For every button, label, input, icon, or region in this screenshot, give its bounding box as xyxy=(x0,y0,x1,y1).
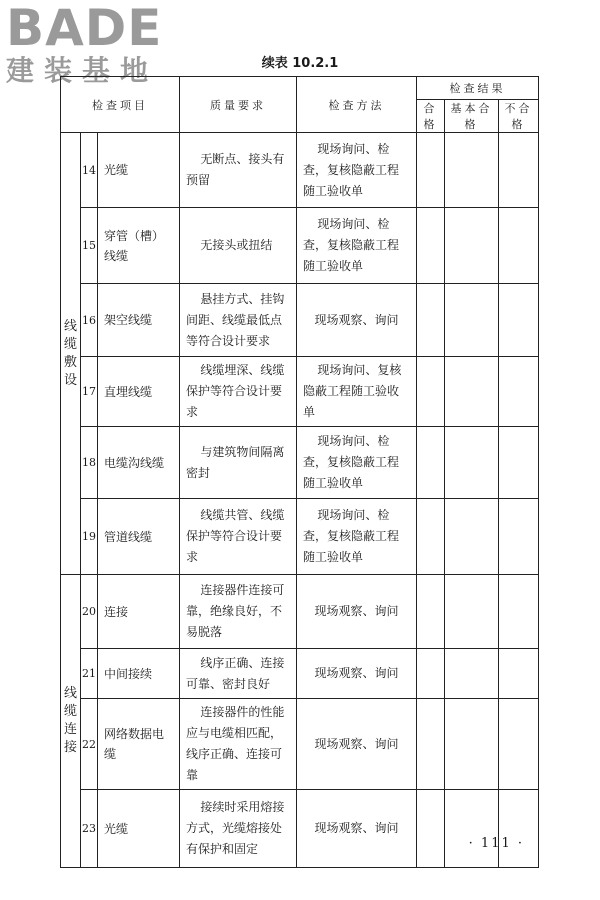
row-number: 22 xyxy=(81,699,98,790)
row-method: 现场询问、检查，复核隐蔽工程随工验收单 xyxy=(297,208,417,284)
result-basic-pass-cell xyxy=(445,649,499,699)
row-method: 现场观察、询问 xyxy=(297,790,417,868)
result-fail-cell xyxy=(499,133,539,208)
table-row xyxy=(61,133,539,208)
row-method: 现场询问、检查，复核隐蔽工程随工验收单 xyxy=(297,133,417,208)
result-basic-pass-cell xyxy=(445,575,499,649)
result-pass-cell xyxy=(417,499,445,575)
result-basic-pass-cell xyxy=(445,357,499,427)
row-requirement: 无接头或扭结 xyxy=(180,208,297,284)
row-method: 现场观察、询问 xyxy=(297,284,417,357)
row-requirement: 连接器件的性能应与电缆相匹配，线序正确、连接可靠 xyxy=(180,699,297,790)
table-row xyxy=(61,284,539,357)
result-basic-pass-cell xyxy=(445,790,499,868)
table-row xyxy=(61,357,539,427)
table-row xyxy=(61,699,539,790)
row-item: 光缆 xyxy=(98,133,180,208)
row-number: 18 xyxy=(81,427,98,499)
row-requirement: 线缆埋深、线缆保护等符合设计要求 xyxy=(180,357,297,427)
header-fail: 不合格 xyxy=(499,100,539,133)
row-item: 网络数据电缆 xyxy=(98,699,180,790)
header-pass: 合格 xyxy=(417,100,445,133)
row-item: 中间接续 xyxy=(98,649,180,699)
header-requirement: 质量要求 xyxy=(180,77,297,133)
page-number: · 111 · xyxy=(468,836,524,851)
result-fail-cell xyxy=(499,699,539,790)
result-pass-cell xyxy=(417,427,445,499)
row-item: 直埋线缆 xyxy=(98,357,180,427)
result-pass-cell xyxy=(417,357,445,427)
table-row xyxy=(61,575,539,649)
row-number: 16 xyxy=(81,284,98,357)
result-pass-cell xyxy=(417,790,445,868)
row-method: 现场询问、复核隐蔽工程随工验收单 xyxy=(297,357,417,427)
table-row xyxy=(61,499,539,575)
row-number: 20 xyxy=(81,575,98,649)
row-item: 穿管（槽）线缆 xyxy=(98,208,180,284)
row-item: 管道线缆 xyxy=(98,499,180,575)
result-basic-pass-cell xyxy=(445,427,499,499)
row-number: 17 xyxy=(81,357,98,427)
result-basic-pass-cell xyxy=(445,499,499,575)
result-fail-cell xyxy=(499,790,539,868)
result-pass-cell xyxy=(417,284,445,357)
result-fail-cell xyxy=(499,575,539,649)
row-method: 现场观察、询问 xyxy=(297,649,417,699)
row-number: 21 xyxy=(81,649,98,699)
row-requirement: 悬挂方式、挂钩间距、线缆最低点等符合设计要求 xyxy=(180,284,297,357)
site-logo xyxy=(6,2,162,86)
row-number: 14 xyxy=(81,133,98,208)
row-item: 架空线缆 xyxy=(98,284,180,357)
row-method: 现场观察、询问 xyxy=(297,575,417,649)
row-method: 现场询问、检查，复核隐蔽工程随工验收单 xyxy=(297,499,417,575)
result-pass-cell xyxy=(417,133,445,208)
result-pass-cell xyxy=(417,649,445,699)
result-pass-cell xyxy=(417,208,445,284)
result-fail-cell xyxy=(499,427,539,499)
table-row xyxy=(61,427,539,499)
row-number: 23 xyxy=(81,790,98,868)
row-requirement: 线序正确、连接可靠、密封良好 xyxy=(180,649,297,699)
row-method: 现场观察、询问 xyxy=(297,699,417,790)
row-number: 19 xyxy=(81,499,98,575)
result-pass-cell xyxy=(417,575,445,649)
header-item: 检查项目 xyxy=(61,77,180,133)
row-requirement: 线缆共管、线缆保护等符合设计要求 xyxy=(180,499,297,575)
row-method: 现场询问、检查，复核隐蔽工程随工验收单 xyxy=(297,427,417,499)
table-row xyxy=(61,790,539,868)
logo-wordmark: BADE xyxy=(6,0,163,57)
row-item: 光缆 xyxy=(98,790,180,868)
header-basic-pass: 基本合格 xyxy=(445,100,499,133)
table-row xyxy=(61,649,539,699)
row-requirement: 连接器件连接可靠，绝缘良好，不易脱落 xyxy=(180,575,297,649)
row-item: 电缆沟线缆 xyxy=(98,427,180,499)
inspection-table xyxy=(60,76,539,868)
result-basic-pass-cell xyxy=(445,208,499,284)
result-fail-cell xyxy=(499,649,539,699)
result-basic-pass-cell xyxy=(445,284,499,357)
row-requirement: 接续时采用熔接方式，光缆熔接处有保护和固定 xyxy=(180,790,297,868)
result-pass-cell xyxy=(417,699,445,790)
result-fail-cell xyxy=(499,499,539,575)
group-label-cable-laying: 线 缆 敷 设 xyxy=(61,133,81,575)
header-result: 检查结果 xyxy=(417,77,539,100)
result-fail-cell xyxy=(499,357,539,427)
row-requirement: 无断点、接头有预留 xyxy=(180,133,297,208)
logo-subtitle: 建装基地 xyxy=(6,54,159,87)
result-basic-pass-cell xyxy=(445,133,499,208)
group-label-cable-connection: 线 缆 连 接 xyxy=(61,575,81,868)
result-basic-pass-cell xyxy=(445,699,499,790)
table-row xyxy=(61,208,539,284)
table-title: 续表 10.2.1 xyxy=(261,56,339,71)
result-fail-cell xyxy=(499,208,539,284)
result-fail-cell xyxy=(499,284,539,357)
row-requirement: 与建筑物间隔离密封 xyxy=(180,427,297,499)
row-item: 连接 xyxy=(98,575,180,649)
header-method: 检查方法 xyxy=(297,77,417,133)
row-number: 15 xyxy=(81,208,98,284)
